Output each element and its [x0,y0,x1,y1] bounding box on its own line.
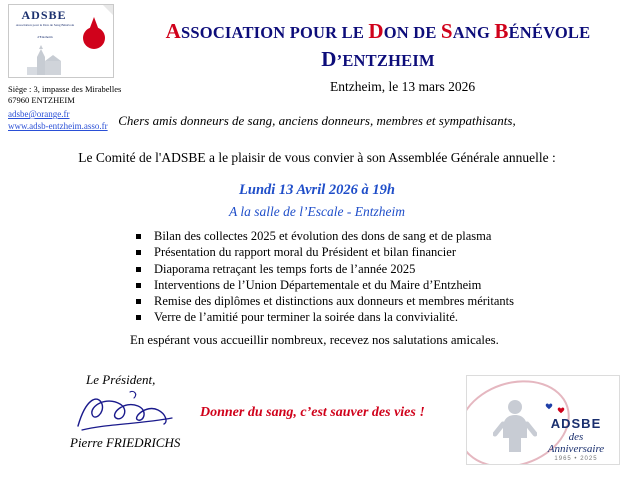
title-word-association: SSOCIATION POUR LE [181,23,369,42]
logo-acronym: ADSBE [21,8,67,22]
list-item: Diaporama retraçant les temps forts de l’année 2025 [136,261,514,277]
president-label: Le Président, [86,372,156,387]
heart-red-icon [557,406,565,414]
list-item: Remise des diplômes et distinctions aux donneurs et membres méritants [136,293,514,309]
title-word-benevole: ÉNÉVOLE [508,23,591,42]
heart-blue-icon [545,402,553,410]
closing-paragraph: En espérant vous accueillir nombreux, recevez nos salutations amicales. [130,333,499,347]
dateline: Entzheim, le 13 mars 2026 [330,79,476,94]
address-line-2: 67960 ENTZHEIM [8,94,75,105]
meeting-details [0,180,634,222]
title-initial-a: A [165,19,182,43]
stamp-anniversary-label: des Anniversaire [547,431,605,455]
list-item: Présentation du rapport moral du Président et bilan financier [136,244,514,260]
slogan-text: Donner du sang, c’est sauver des vies ! [200,405,425,420]
title-initial-b: B [494,19,509,43]
title-initial-s: S [440,19,453,43]
address-line-1: Siège : 3, impasse des Mirabelles [8,84,122,94]
title-word-sang: ANG [452,23,495,42]
church-silhouette-icon [23,45,73,75]
meeting-place: A la salle de l’Escale - Entzheim [229,204,405,219]
association-logo [8,4,114,78]
meeting-date: Lundi 13 Avril 2026 à 19h [239,182,395,198]
list-item: Bilan des collectes 2025 et évolution des dons de sang et de plasma [136,228,514,244]
title-initial-d2: D [321,47,337,71]
salutation: Chers amis donneurs de sang, anciens donneurs, membres et sympathisants, [118,113,516,128]
website-link[interactable]: www.adsb-entzheim.asso.fr [8,121,108,131]
list-item: Verre de l’amitié pour terminer la soirée dans la convivialité. [136,309,514,325]
handwritten-signature-icon [72,388,182,434]
email-link[interactable]: adsbe@orange.fr [8,109,70,119]
person-figure-icon [493,398,537,454]
letterhead-logo-block [8,4,128,78]
logo-subtitle-line2: d'Entzheim [37,35,53,39]
blood-drop-icon [83,19,105,47]
list-item: Interventions de l’Union Départementale et du Maire d’Entzheim [136,277,514,293]
title-word-don: ON DE [383,23,441,42]
document-title [130,18,626,74]
association-address [8,84,121,105]
page-fold-decoration [103,5,113,15]
invitation-paragraph: Le Comité de l'ADSBE a le plaisir de vous convier à son Assemblée Générale annuelle : [78,150,556,165]
stamp-org-name: ADSBE [550,416,602,431]
title-initial-d: D [368,19,384,43]
title-word-entzheim: ’ENTZHEIM [336,51,435,70]
anniversary-logo-card [466,375,620,465]
stamp-years: 1965 • 2025 [554,456,598,462]
agenda-list [136,228,514,326]
president-name: Pierre FRIEDRICHS [70,435,181,450]
logo-subtitle-line1: Association pour le Don de Sang Bénévole [15,23,75,27]
stamp-text-block [541,416,611,462]
